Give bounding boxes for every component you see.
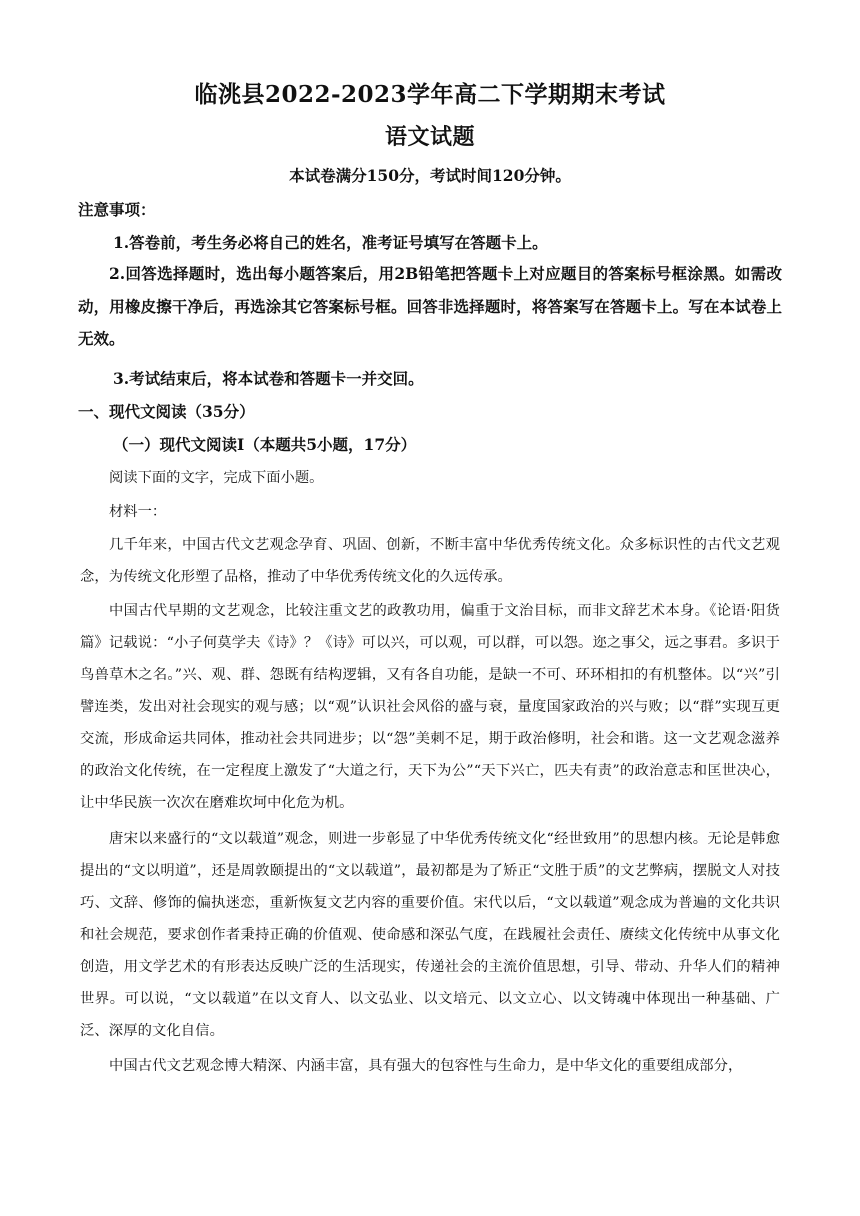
exam-info: 本试卷满分150分，考试时间120分钟。 [289,166,571,185]
subject-title: 语文试题 [384,124,475,150]
material-paragraph-1: 几千年来，中国古代文艺观念孕育、巩固、创新，不断丰富中华优秀传统文化。众多标识性的古代文艺观念，为传统文化形塑了品格，推动了中华优秀传统文化的久远传承。 [80,537,780,585]
notice-item-1: 1.答卷前，考生务必将自己的姓名，准考证号填写在答题卡上。 [113,233,548,252]
notice-item-2: 2.回答选择题时，选出每小题答案后，用2B铅笔把答题卡上对应题目的答案标号框涂黑。如需改动，用橡皮擦干净后，再选涂其它答案标号框。回答非选择题时，将答案写在答题卡上。写在本试卷上无效。 [78,264,782,348]
exam-title: 临洮县2022-2023学年高二下学期期末考试 [194,81,666,108]
reading-instruction: 阅读下面的文字，完成下面小题。 [109,470,324,486]
material-paragraph-2: 中国古代早期的文艺观念，比较注重文艺的政教功用，偏重于文治目标，而非文辞艺术本身。《论语·阳货篇》记载说：“小子何莫学夫《诗》？《诗》可以兴，可以观，可以群，可以怨。迩之事父，远之事君。多识于鸟兽草木之名。”兴、观、群、怨既有结构逻辑，又有各自功能，是缺一不可、环环相扣的有机整体。以“兴”引譬连类，发出对社会现实的观与感；以“观”认识社会风俗的盛与衰，量度国家政治的兴与败；以“群”实现互更交流，形成命运共同体，推动社会共同进步；以“怨”美刺不足，期于政治修明，社会和谐。这一文艺观念滋养的政治文化传统，在一定程度上激发了“大道之行，天下为公”“天下兴亡，匹夫有责”的政治意志和匡世决心，让中华民族一次次在磨难坎坷中化危为机。 [80,603,780,811]
section-subheading: （一）现代文阅读Ⅰ（本题共5小题，17分） [113,435,417,454]
material-label: 材料一： [109,504,167,520]
material-paragraph-4: 中国古代文艺观念博大精深、内涵丰富，具有强大的包容性与生命力，是中华文化的重要组成部分， [109,1058,743,1074]
section-heading: 一、现代文阅读（35分） [78,402,255,421]
material-paragraph-3: 唐宋以来盛行的“文以载道”观念，则进一步彰显了中华优秀传统文化“经世致用”的思想内核。无论是韩愈提出的“文以明道”，还是周敦颐提出的“文以载道”，最初都是为了矫正“文胜于质”的文艺弊病，摆脱文人对技巧、文辞、修饰的偏执迷恋，重新恢复文艺内容的重要价值。宋代以后，“文以载道”观念成为普遍的文化共识和社会规范，要求创作者秉持正确的价值观、使命感和深弘气度，在践履社会责任、赓续文化传统中从事文化创造，用文学艺术的有形表达反映广泛的生活现实，传递社会的主流价值思想，引导、带动、升华人们的精神世界。可以说，“文以载道”在以文育人、以文弘业、以文培元、以文立心、以文铸魂中体现出一种基础、广泛、深厚的文化自信。 [80,831,780,1039]
notice-item-3: 3.考试结束后，将本试卷和答题卡一并交回。 [113,369,424,388]
notice-heading: 注意事项： [78,200,156,219]
